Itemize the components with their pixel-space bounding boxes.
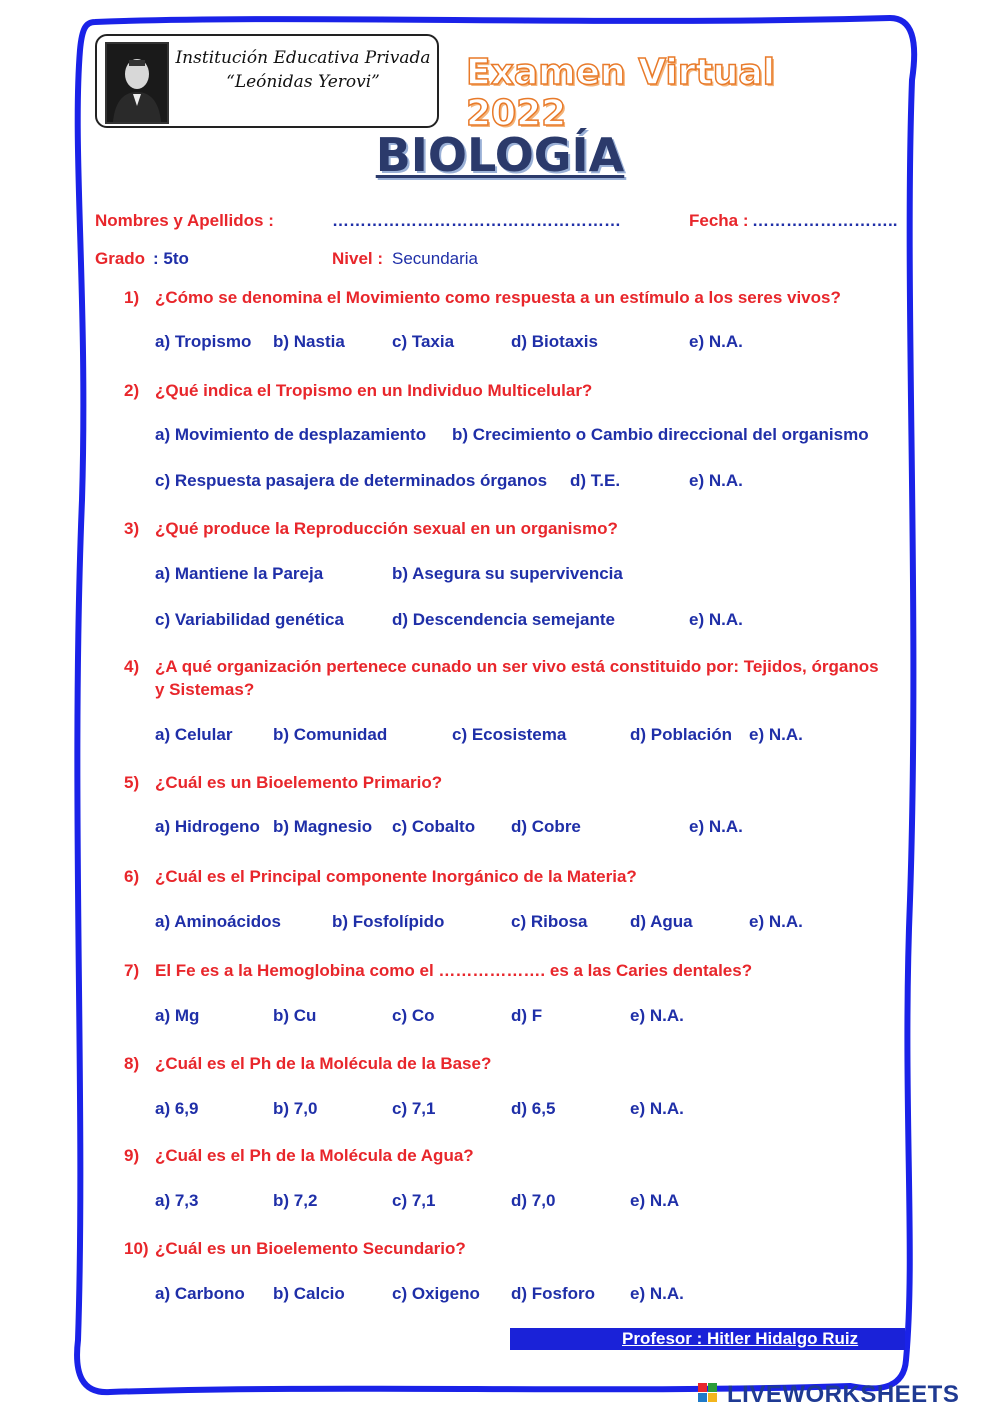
date-label: Fecha :	[689, 211, 749, 230]
option-d[interactable]: d) 6,5	[511, 1099, 556, 1118]
option-b[interactable]: b) Calcio	[273, 1284, 345, 1303]
option-c[interactable]: c) Taxia	[392, 332, 455, 351]
option-c[interactable]: c) Cobalto	[392, 817, 476, 836]
option-a[interactable]: a) Hidrogeno	[155, 817, 260, 836]
option-e[interactable]: e) N.A	[630, 1191, 680, 1210]
option-a[interactable]: a) 6,9	[155, 1099, 199, 1118]
question-6	[124, 865, 884, 888]
question-text: ¿Cómo se denomina el Movimiento como respuesta a un estímulo a los seres vivos?	[155, 288, 841, 307]
question-9	[124, 1144, 884, 1167]
question-number: 6)	[124, 867, 140, 886]
option-d[interactable]: d) Descendencia semejante	[392, 610, 615, 629]
option-e[interactable]: e) N.A.	[689, 610, 743, 629]
option-d[interactable]: d) Población	[630, 725, 732, 744]
question-text: ¿A qué organización pertenece cunado un ser vivo está constituido por: Tejidos, órganos y Sistemas?	[155, 657, 879, 699]
question-text: ¿Cuál es un Bioelemento Primario?	[155, 773, 443, 792]
question-number: 5)	[124, 773, 140, 792]
option-a[interactable]: a) Carbono	[155, 1284, 245, 1303]
option-b[interactable]: b) 7,2	[273, 1191, 318, 1210]
question-text: El Fe es a la Hemoglobina como el ………………. es a las Caries dentales?	[155, 961, 753, 980]
level-value: Secundaria	[392, 249, 479, 268]
question-4	[124, 655, 884, 701]
option-e[interactable]: e) N.A.	[630, 1099, 684, 1118]
question-8	[124, 1052, 884, 1075]
option-b[interactable]: b) 7,0	[273, 1099, 318, 1118]
founder-portrait	[105, 42, 169, 124]
option-c[interactable]: c) 7,1	[392, 1099, 436, 1118]
option-d[interactable]: d) T.E.	[570, 471, 621, 490]
option-b[interactable]: b) Fosfolípido	[332, 912, 445, 931]
question-text: ¿Qué produce la Reproducción sexual en un organismo?	[155, 519, 618, 538]
school-name-line1: Institución Educativa Privada	[175, 48, 431, 68]
option-b[interactable]: b) Asegura su supervivencia	[392, 564, 623, 583]
question-text: ¿Cuál es el Principal componente Inorgánico de la Materia?	[155, 867, 637, 886]
question-3	[124, 517, 884, 540]
option-a[interactable]: a) Mg	[155, 1006, 200, 1025]
question-2	[124, 379, 884, 402]
question-text: ¿Cuál es el Ph de la Molécula de la Base?	[155, 1054, 492, 1073]
question-number: 2)	[124, 381, 140, 400]
portrait-icon	[107, 44, 167, 122]
teacher-name: Profesor : Hitler Hidalgo Ruiz	[622, 1329, 859, 1348]
option-d[interactable]: d) Fosforo	[511, 1284, 596, 1303]
question-1	[124, 286, 884, 309]
school-name	[175, 46, 431, 94]
option-a[interactable]: a) 7,3	[155, 1191, 199, 1210]
option-c[interactable]: c) Respuesta pasajera de determinados órganos	[155, 471, 548, 490]
question-7	[124, 959, 884, 982]
option-d[interactable]: d) Agua	[630, 912, 693, 931]
option-b[interactable]: b) Comunidad	[273, 725, 388, 744]
option-e[interactable]: e) N.A.	[689, 817, 743, 836]
question-number: 9)	[124, 1146, 140, 1165]
option-b[interactable]: b) Magnesio	[273, 817, 373, 836]
level-label: Nivel :	[332, 249, 384, 268]
option-e[interactable]: e) N.A.	[749, 725, 803, 744]
question-number: 10)	[124, 1239, 149, 1258]
option-a[interactable]: a) Aminoácidos	[155, 912, 281, 931]
question-10	[124, 1237, 884, 1260]
question-number: 7)	[124, 961, 140, 980]
question-number: 8)	[124, 1054, 140, 1073]
option-d[interactable]: d) F	[511, 1006, 543, 1025]
option-b[interactable]: b) Nastia	[273, 332, 345, 351]
question-number: 1)	[124, 288, 140, 307]
option-c[interactable]: c) Co	[392, 1006, 435, 1025]
option-c[interactable]: c) Ecosistema	[452, 725, 567, 744]
grade-value: : 5to	[153, 249, 189, 268]
question-5	[124, 771, 884, 794]
question-text: ¿Qué indica el Tropismo en un Individuo Multicelular?	[155, 381, 593, 400]
option-a[interactable]: a) Mantiene la Pareja	[155, 564, 324, 583]
school-header	[95, 34, 439, 128]
option-a[interactable]: a) Tropismo	[155, 332, 252, 351]
question-text: ¿Cuál es un Bioelemento Secundario?	[155, 1239, 466, 1258]
subject-title: BIOLOGÍA	[375, 128, 625, 182]
name-label: Nombres y Apellidos :	[95, 211, 274, 230]
option-b[interactable]: b) Cu	[273, 1006, 317, 1025]
date-blank: ……………………..	[752, 211, 898, 230]
grade-label: Grado	[95, 249, 146, 268]
option-e[interactable]: e) N.A.	[689, 332, 743, 351]
option-a[interactable]: a) Movimiento de desplazamiento	[155, 425, 427, 444]
question-text: ¿Cuál es el Ph de la Molécula de Agua?	[155, 1146, 474, 1165]
option-e[interactable]: e) N.A.	[689, 471, 743, 490]
school-name-line2: “Leónidas Yerovi”	[226, 72, 380, 92]
exam-title: Examen Virtual 2022	[466, 52, 775, 134]
option-c[interactable]: c) Ribosa	[511, 912, 588, 931]
liveworksheets-brand[interactable]: LIVEWORKSHEETS	[727, 1381, 960, 1408]
question-number: 3)	[124, 519, 140, 538]
option-e[interactable]: e) N.A.	[630, 1284, 684, 1303]
option-c[interactable]: c) 7,1	[392, 1191, 436, 1210]
question-number: 4)	[124, 657, 140, 676]
option-d[interactable]: d) 7,0	[511, 1191, 556, 1210]
name-blank: ……………………………………………	[332, 211, 621, 230]
option-d[interactable]: d) Cobre	[511, 817, 581, 836]
option-e[interactable]: e) N.A.	[630, 1006, 684, 1025]
option-e[interactable]: e) N.A.	[749, 912, 803, 931]
option-a[interactable]: a) Celular	[155, 725, 233, 744]
option-c[interactable]: c) Variabilidad genética	[155, 610, 344, 629]
option-d[interactable]: d) Biotaxis	[511, 332, 598, 351]
option-b[interactable]: b) Crecimiento o Cambio direccional del organismo	[452, 425, 869, 444]
option-c[interactable]: c) Oxigeno	[392, 1284, 480, 1303]
